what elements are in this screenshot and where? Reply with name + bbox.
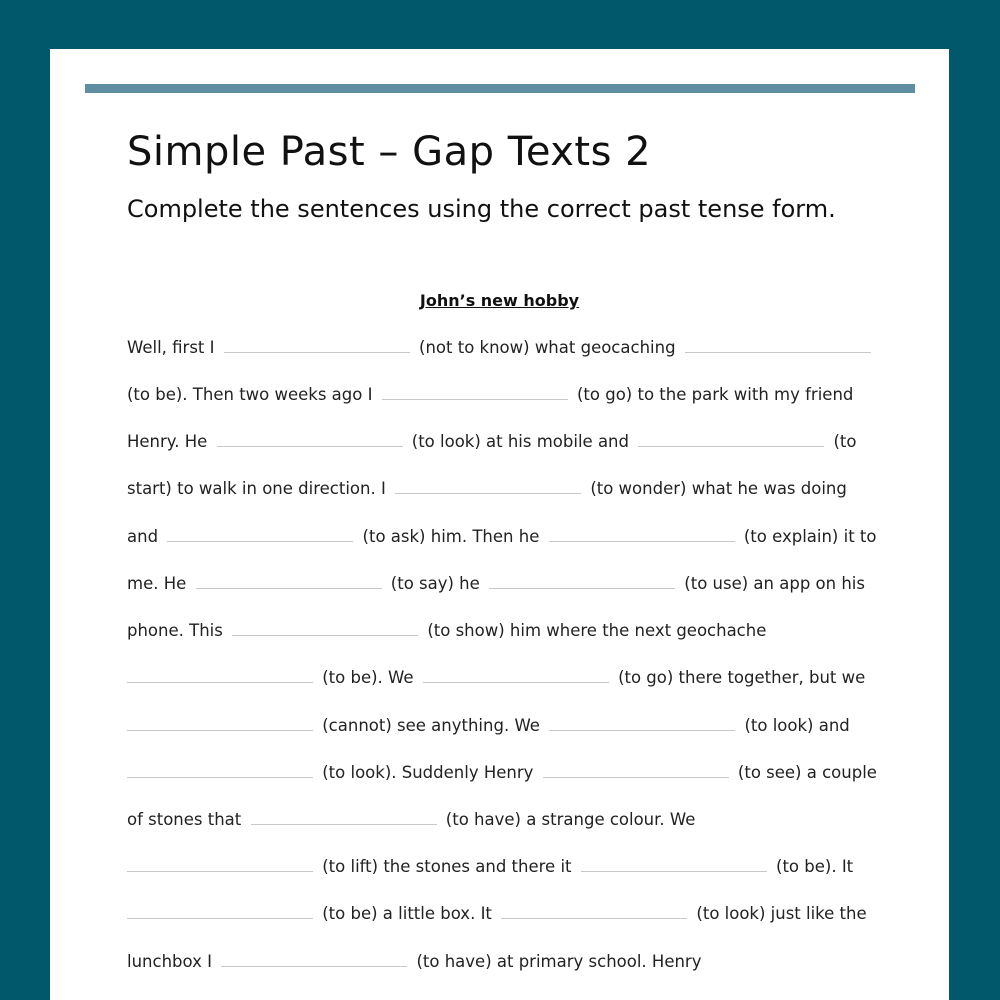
worksheet-page <box>50 49 949 1000</box>
text-segment: (to explain) it to <box>743 527 877 546</box>
gap-blank[interactable] <box>217 445 403 447</box>
gap-blank[interactable] <box>395 492 581 494</box>
text-line <box>127 902 867 926</box>
page-title: Simple Past – Gap Texts 2 <box>127 129 652 175</box>
text-line <box>127 383 853 407</box>
text-segment: (to show) him where the next geochache <box>427 621 767 640</box>
gap-blank[interactable] <box>127 917 313 919</box>
text-segment: and <box>127 527 159 546</box>
text-line <box>127 525 876 549</box>
gap-blank[interactable] <box>501 917 687 919</box>
text-segment: (to look) at his mobile and <box>411 432 629 451</box>
gap-blank[interactable] <box>127 729 313 731</box>
text-segment: (not to know) what geocaching <box>419 338 676 357</box>
text-segment: (cannot) see anything. We <box>322 716 540 735</box>
gap-blank[interactable] <box>167 540 353 542</box>
text-line <box>127 855 853 879</box>
gap-blank[interactable] <box>581 870 767 872</box>
gap-blank[interactable] <box>423 681 609 683</box>
text-segment: (to wonder) what he was doing <box>590 479 847 498</box>
story-title: John’s new hobby <box>419 291 580 310</box>
text-segment: (to have) at primary school. Henry <box>416 952 702 971</box>
text-line <box>127 430 857 454</box>
gap-blank[interactable] <box>196 587 382 589</box>
text-line <box>127 336 875 360</box>
gap-blank[interactable] <box>382 398 568 400</box>
text-segment: (to <box>833 432 857 451</box>
text-segment: (to go) there together, but we <box>618 668 866 687</box>
text-segment: (to look) and <box>744 716 850 735</box>
text-segment: (to use) an app on his <box>684 574 865 593</box>
gap-blank[interactable] <box>638 445 824 447</box>
text-segment: (to see) a couple <box>737 763 877 782</box>
gap-blank[interactable] <box>549 729 735 731</box>
gap-blank[interactable] <box>232 634 418 636</box>
text-segment: (to be) a little box. It <box>322 904 492 923</box>
gap-blank[interactable] <box>224 351 410 353</box>
text-line <box>127 572 865 596</box>
text-segment: phone. This <box>127 621 223 640</box>
text-segment: start) to walk in one direction. I <box>127 479 386 498</box>
text-segment: of stones that <box>127 810 242 829</box>
text-segment: (to be). We <box>322 668 414 687</box>
text-line <box>127 666 865 690</box>
text-segment: (to look). Suddenly Henry <box>322 763 534 782</box>
text-line <box>127 619 766 643</box>
gap-blank[interactable] <box>127 776 313 778</box>
gap-blank[interactable] <box>489 587 675 589</box>
gap-blank[interactable] <box>127 870 313 872</box>
text-segment: (to have) a strange colour. We <box>445 810 696 829</box>
text-segment: (to say) he <box>390 574 480 593</box>
text-segment: (to be). Then two weeks ago I <box>127 385 373 404</box>
text-segment: me. He <box>127 574 187 593</box>
text-line <box>127 761 877 785</box>
gap-blank[interactable] <box>549 540 735 542</box>
gap-blank[interactable] <box>221 965 407 967</box>
instruction-text: Complete the sentences using the correct past tense form. <box>127 195 836 223</box>
gap-blank[interactable] <box>685 351 871 353</box>
text-segment: (to go) to the park with my friend <box>576 385 854 404</box>
text-segment: (to look) just like the <box>696 904 867 923</box>
gap-blank[interactable] <box>543 776 729 778</box>
gap-blank[interactable] <box>127 681 313 683</box>
text-segment: Henry. He <box>127 432 208 451</box>
text-segment: (to be). It <box>776 857 854 876</box>
text-line <box>127 714 850 738</box>
gap-blank[interactable] <box>251 823 437 825</box>
text-line <box>127 477 847 501</box>
text-segment: Well, first I <box>127 338 215 357</box>
accent-rule <box>85 84 915 93</box>
text-segment: lunchbox I <box>127 952 212 971</box>
text-line <box>127 808 695 832</box>
text-segment: (to ask) him. Then he <box>362 527 540 546</box>
text-line <box>127 950 701 974</box>
text-segment: (to lift) the stones and there it <box>322 857 572 876</box>
